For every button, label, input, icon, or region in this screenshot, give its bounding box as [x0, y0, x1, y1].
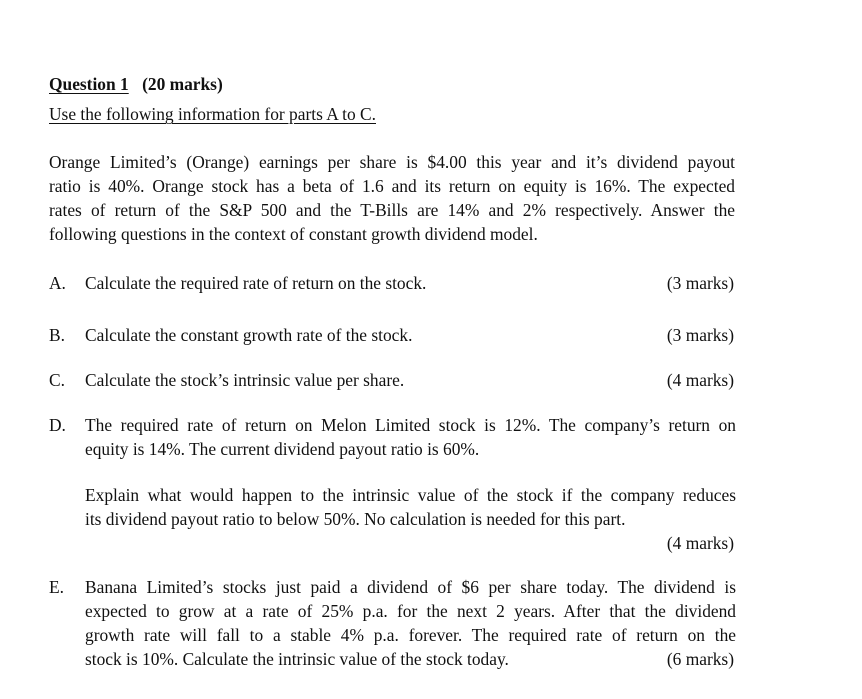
part-d-explain: [85, 483, 736, 531]
part-e-line: expected to grow at a rate of 25% p.a. for the next 2 years. After that the dividend: [85, 601, 736, 621]
part-d-text: [85, 413, 736, 461]
part-e-letter: E.: [49, 577, 64, 597]
question-marks: (20 marks): [142, 74, 223, 94]
part-b-text: Calculate the constant growth rate of the stock.: [85, 325, 413, 345]
part-d-explain-line: Explain what would happen to the intrinsic value of the stock if the company reduces: [85, 485, 736, 505]
part-e-marks: (6 marks): [666, 649, 734, 669]
part-d-line: The required rate of return on Melon Limited stock is 12%. The company’s return on: [85, 415, 736, 435]
part-d-line: equity is 14%. The current dividend payout ratio is 60%.: [85, 439, 480, 459]
intro-line: following questions in the context of constant growth dividend model.: [49, 224, 538, 244]
part-c-letter: C.: [49, 370, 65, 390]
part-c-text: Calculate the stock’s intrinsic value per share.: [85, 370, 405, 390]
question-number: Question 1: [49, 74, 129, 94]
part-d-marks: (4 marks): [666, 533, 734, 553]
part-b-letter: B.: [49, 325, 65, 345]
intro-line: Orange Limited’s (Orange) earnings per share is $4.00 this year and it’s dividend payout: [49, 152, 735, 172]
part-e-line: growth rate will fall to a stable 4% p.a. forever. The required rate of return on the: [85, 625, 736, 645]
question-instruction: Use the following information for parts A to C.: [49, 104, 376, 124]
intro-line: rates of return of the S&P 500 and the T-Bills are 14% and 2% respectively. Answer the: [49, 200, 735, 220]
part-a-text: Calculate the required rate of return on the stock.: [85, 273, 427, 293]
part-a-marks: (3 marks): [666, 273, 734, 293]
part-c-marks: (4 marks): [666, 370, 734, 390]
question-heading: [49, 72, 223, 96]
part-e-line: Banana Limited’s stocks just paid a dividend of $6 per share today. The dividend is: [85, 577, 736, 597]
part-e-line: stock is 10%. Calculate the intrinsic value of the stock today.: [85, 649, 509, 669]
part-d-explain-line: its dividend payout ratio to below 50%. No calculation is needed for this part.: [85, 509, 626, 529]
part-a-letter: A.: [49, 273, 66, 293]
part-b-marks: (3 marks): [666, 325, 734, 345]
intro-paragraph: [49, 150, 735, 246]
part-d-letter: D.: [49, 415, 66, 435]
intro-line: ratio is 40%. Orange stock has a beta of 1.6 and its return on equity is 16%. The expected: [49, 176, 735, 196]
